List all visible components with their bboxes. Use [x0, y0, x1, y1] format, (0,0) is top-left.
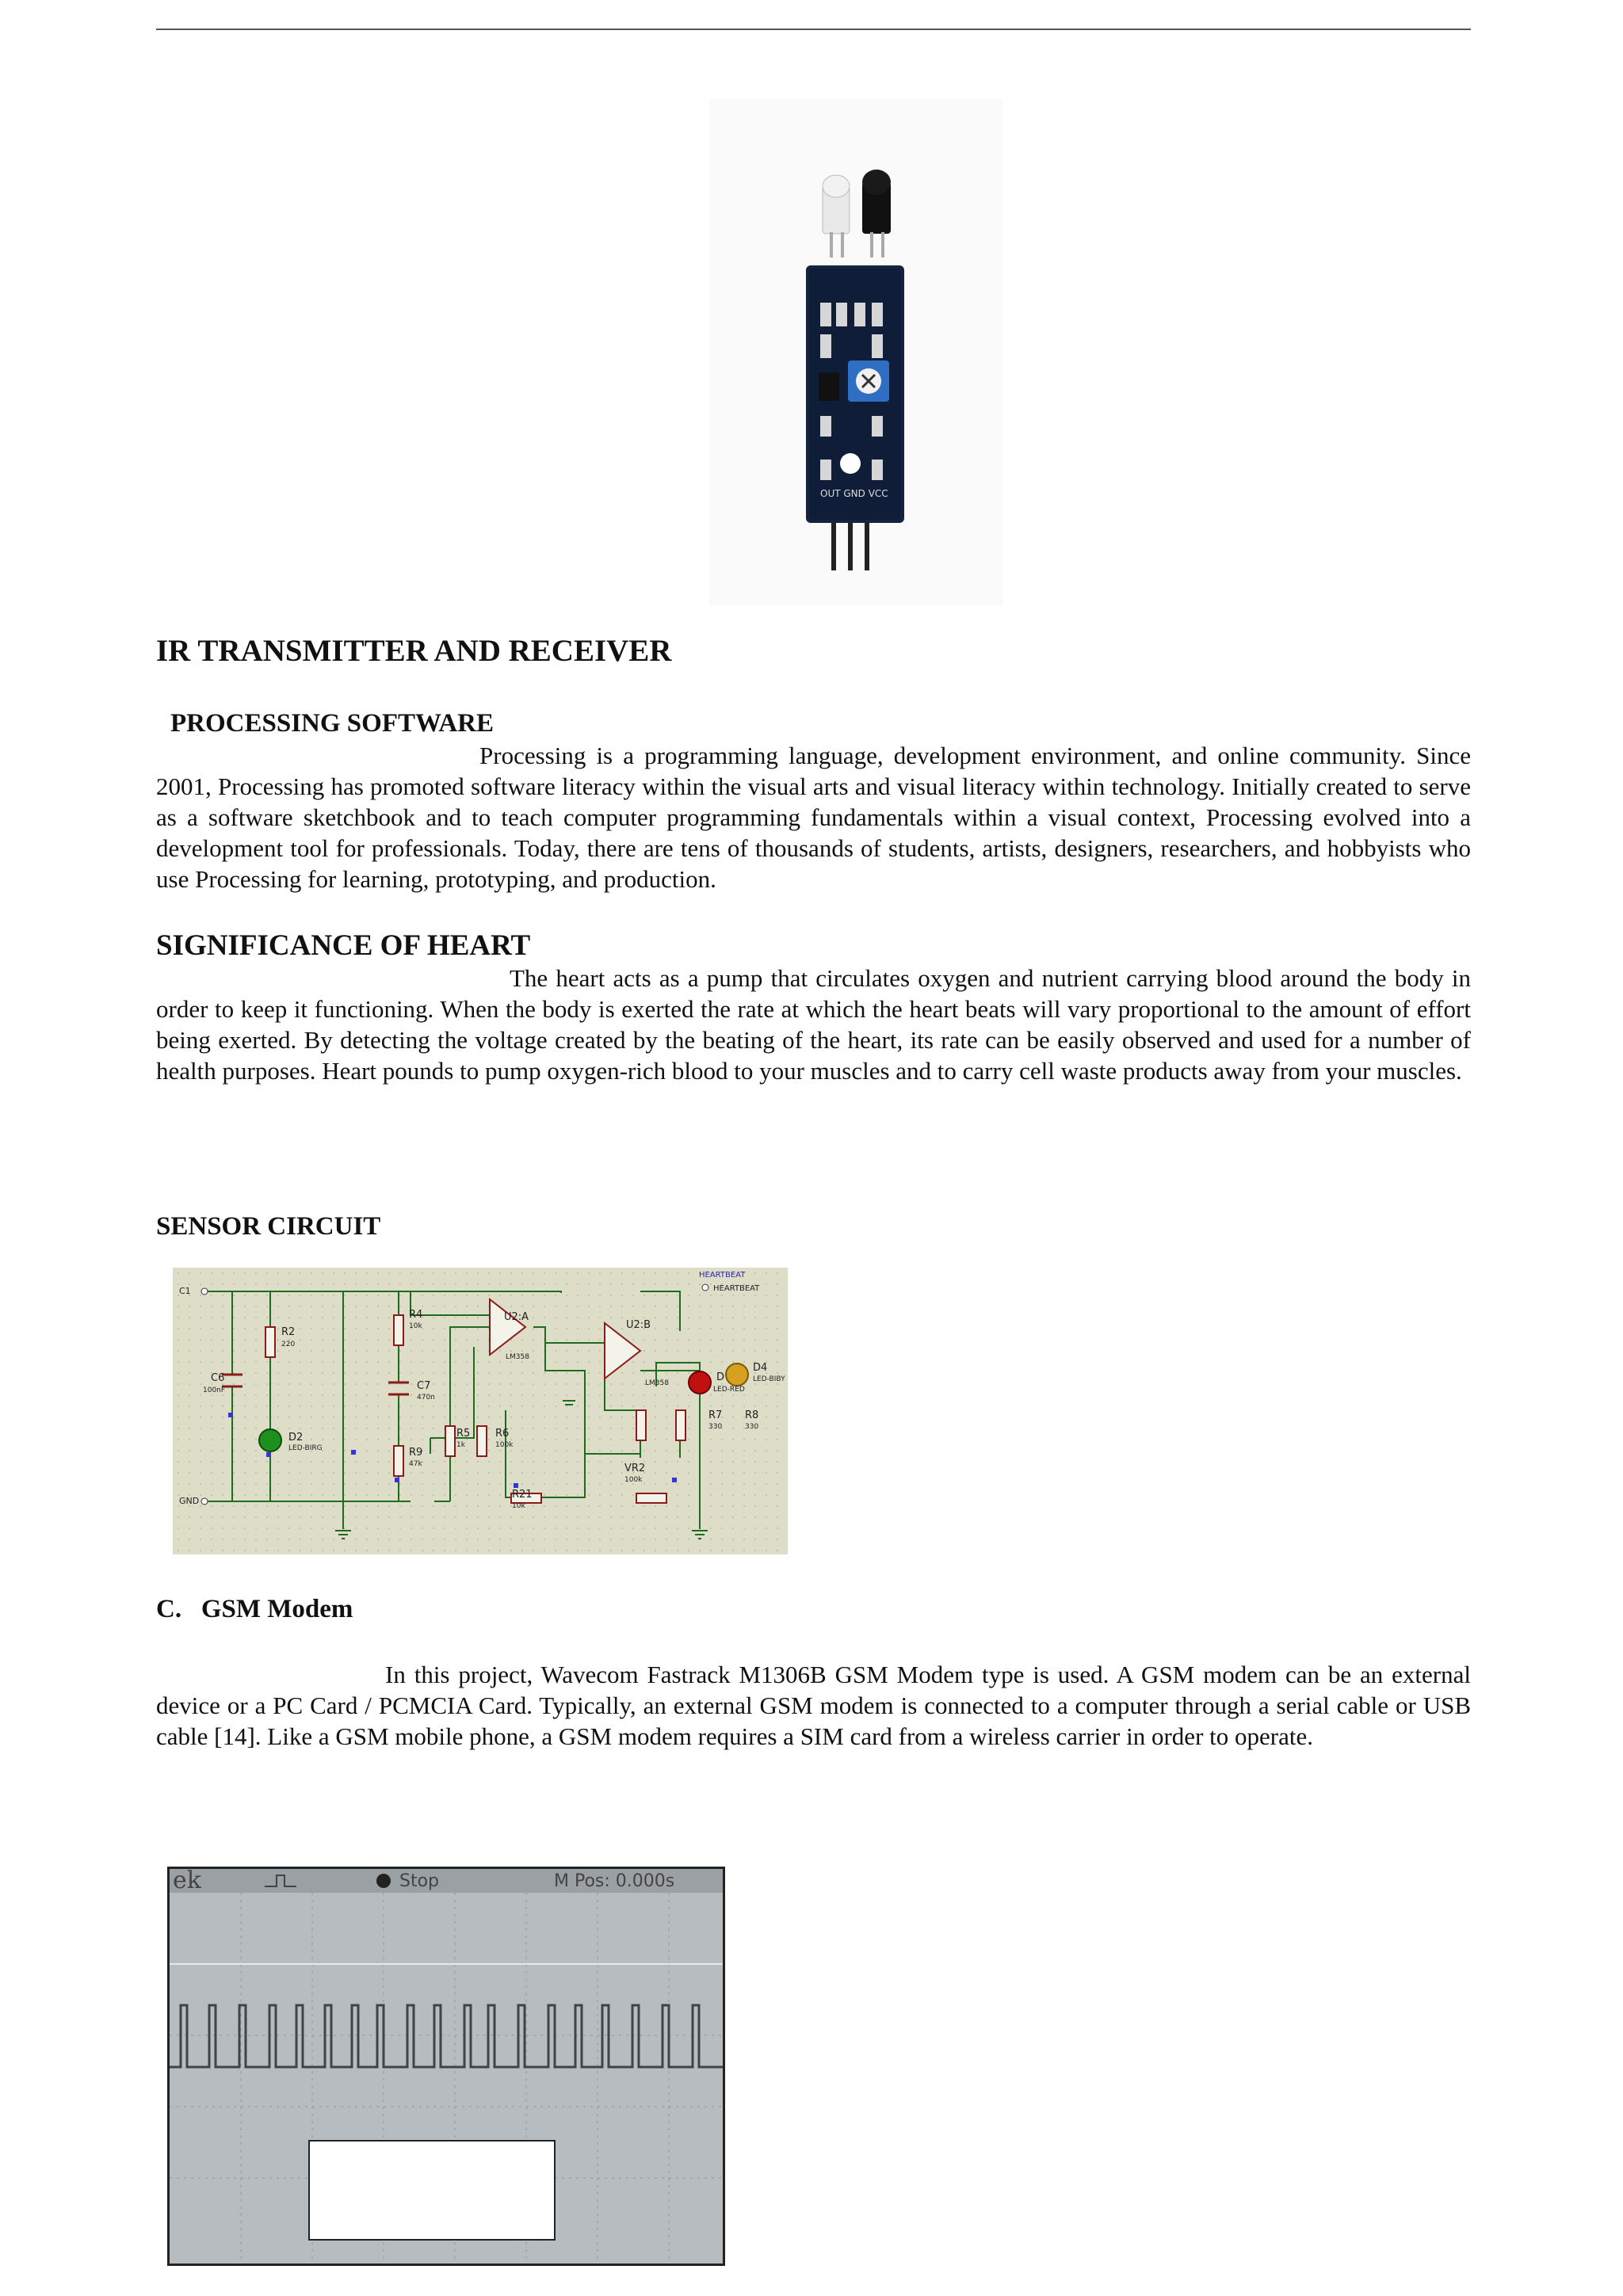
scope-status: Stop	[399, 1871, 440, 1891]
oscilloscope-capture	[167, 1867, 725, 2266]
label-heartbeat-probe: HEARTBEAT	[699, 1271, 746, 1280]
heart-body: The heart acts as a pump that circulates oxygen and nutrient carrying blood around the body in order to keep it functioning. When the body is exerted the rate at which the heart beats will vary proportional to the amount of effort being exerted. By detecting the voltage created by the beating of the heart, its rate can be easily observed and used for a number of health purposes. Heart pounds to pump oxygen-rich blood to your muscles and to carry cell waste products away from your muscles.	[156, 964, 1471, 1085]
heart-heading: SIGNIFICANCE OF HEART	[156, 929, 531, 962]
value-r5: 1k	[456, 1441, 465, 1449]
processing-heading: PROCESSING SOFTWARE	[170, 709, 495, 738]
sensor-circuit-schematic	[173, 1268, 788, 1554]
label-r8: R8	[745, 1409, 759, 1421]
label-r7: R7	[708, 1409, 723, 1421]
ir-heading: IR TRANSMITTER AND RECEIVER	[156, 634, 672, 668]
value-d3: LED-RED	[713, 1386, 745, 1394]
value-r9: 47k	[409, 1460, 422, 1468]
value-u2b: LM358	[645, 1379, 669, 1387]
value-r7: 330	[708, 1423, 723, 1431]
value-r21: 10k	[512, 1502, 525, 1510]
label-c6: C6	[211, 1372, 225, 1384]
sensor-heading: SENSOR CIRCUIT	[156, 1212, 381, 1241]
value-u2a: LM358	[506, 1353, 529, 1361]
value-d2: LED-BIRG	[288, 1444, 323, 1452]
label-r6: R6	[495, 1428, 510, 1440]
label-u2a: U2:A	[504, 1311, 529, 1323]
processing-paragraph	[156, 740, 1471, 894]
label-d2: D2	[288, 1432, 304, 1444]
label-d4: D4	[753, 1362, 768, 1374]
processing-body: Processing is a programming language, development environment, and online community. Since 2001, Processing has promoted software literacy within the visual arts and visual literacy within technology. Initially created to serve as a software sketchbook and to teach computer programming fundamentals within a visual context, Processing evolved into a development tool for professionals. Today, there are tens of thousands of students, artists, designers, researchers, and hobbyists who use Processing for learning, prototyping, and production.	[156, 742, 1471, 893]
label-r9: R9	[409, 1447, 423, 1459]
label-r21: R21	[512, 1489, 533, 1501]
label-u2b: U2:B	[626, 1319, 651, 1331]
board-pin-labels: OUT GND VCC	[820, 488, 888, 499]
ir-sensor-photo	[709, 99, 1002, 606]
gsm-paragraph	[156, 1659, 1471, 1752]
value-c6: 100nF	[203, 1386, 226, 1394]
value-r4: 10k	[409, 1322, 422, 1330]
gsm-heading: C. GSM Modem	[156, 1595, 353, 1623]
value-r2: 220	[281, 1341, 296, 1348]
label-c1: C1	[179, 1286, 191, 1296]
value-r6: 100k	[495, 1441, 514, 1449]
scope-brand: ek	[173, 1869, 201, 1894]
heart-paragraph	[156, 963, 1471, 1086]
label-gnd: GND	[179, 1496, 200, 1506]
scope-mpos: M Pos: 0.000s	[554, 1871, 675, 1891]
gsm-body: In this project, Wavecom Fastrack M1306B GSM Modem type is used. A GSM modem can be an external device or a PC Card / PCMCIA Card. Typically, an external GSM modem is connected to a computer through a serial cable or USB cable [14]. Like a GSM mobile phone, a GSM modem requires a SIM card from a wireless carrier in order to operate.	[156, 1661, 1471, 1750]
value-c7: 470n	[417, 1394, 435, 1402]
label-r5: R5	[456, 1428, 471, 1440]
value-vr2: 100k	[624, 1476, 643, 1484]
label-r2: R2	[281, 1326, 296, 1338]
label-r4: R4	[409, 1309, 423, 1321]
label-heartbeat-pin: HEARTBEAT	[713, 1284, 760, 1293]
label-c7: C7	[417, 1380, 431, 1392]
label-d3: D	[716, 1371, 725, 1383]
header-rule	[156, 29, 1471, 30]
label-vr2: VR2	[624, 1463, 646, 1474]
value-d4: LED-BIBY	[753, 1375, 785, 1383]
value-r8: 330	[745, 1423, 759, 1431]
